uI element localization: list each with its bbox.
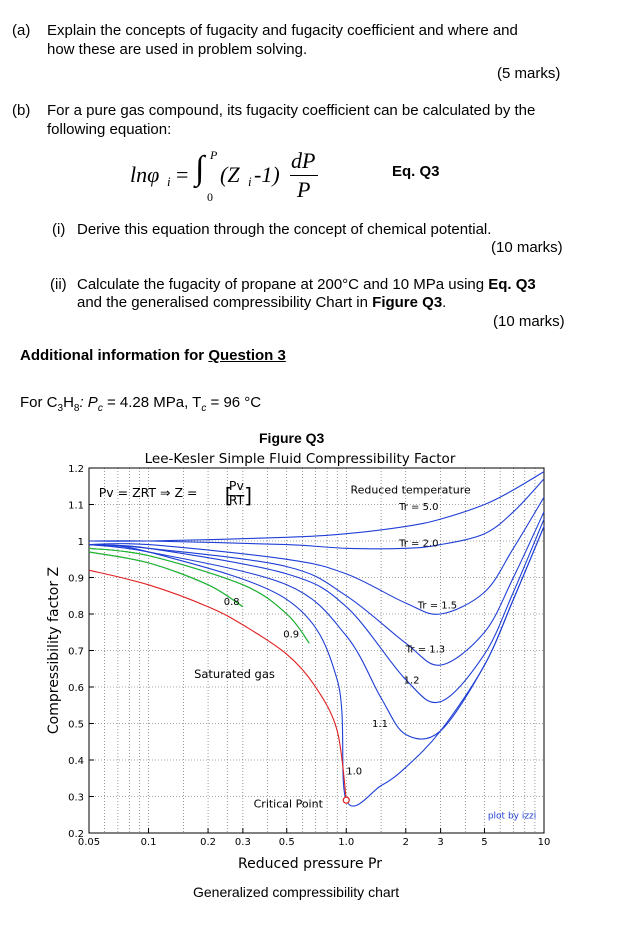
chart-title: Lee-Kesler Simple Fluid Compressibility Factor [144, 451, 456, 467]
y-tick-label: 0.2 [68, 829, 84, 840]
plot-frame [89, 468, 544, 833]
label-tr13: Tr = 1.3 [405, 644, 446, 656]
y-tick-label: 1.1 [68, 500, 84, 512]
series-line [89, 497, 544, 614]
chart-grid [89, 468, 544, 833]
sub-ii-line2-end: . [442, 294, 447, 311]
x-tick-label: 5 [481, 837, 488, 848]
y-tick-label: 1 [77, 537, 84, 548]
sub-ii-eq-ref: Eq. Q3 [488, 276, 536, 293]
additional-info-heading [20, 347, 286, 364]
x-tick-label: 10 [537, 837, 551, 848]
x-tick-label: 0.2 [200, 837, 217, 848]
eq-denominator: P [297, 177, 311, 202]
label-tr10: 1.0 [346, 766, 363, 778]
y-tick-label: 0.4 [68, 756, 84, 767]
eq-label: Eq. Q3 [392, 163, 440, 180]
sub-ii-line2-text: and the generalised compressibility Chart in [77, 294, 373, 311]
label-tr09: 0.9 [283, 629, 300, 641]
x-tick-label: 0.5 [278, 837, 295, 848]
x-axis-label: Reduced pressure Pr [238, 856, 382, 872]
formula-numerator: Pv [228, 477, 244, 493]
series-line [89, 512, 544, 665]
props-sub8: 8 [73, 403, 80, 414]
y-tick-label: 0.5 [68, 719, 84, 731]
label-tr15: Tr = 1.5 [417, 600, 458, 612]
y-tick-label: 0.6 [68, 683, 84, 694]
x-tick-label: 0.3 [234, 837, 251, 848]
x-tick-label: 3 [437, 837, 444, 848]
part-b-line2: following equation: [47, 121, 172, 138]
label-tr11: 1.1 [372, 719, 388, 731]
x-tick-label: 1.0 [338, 837, 355, 848]
eq-minus: -1) [254, 162, 280, 187]
sub-ii-line2 [77, 294, 446, 311]
question-3-link[interactable]: Question 3 [208, 347, 286, 364]
propane-properties [20, 394, 261, 417]
y-tick-label: 0.3 [68, 792, 84, 804]
props-pc: : P [79, 394, 98, 411]
formula-bracket-left: [ [224, 483, 233, 508]
sub-ii-line1 [77, 276, 536, 293]
critical-point-marker [343, 797, 349, 803]
x-tick-label: 2 [402, 837, 409, 848]
label-critical-point: Critical Point [253, 797, 323, 811]
series-line [89, 472, 544, 542]
props-pc-val: = 4.28 MPa, T [102, 394, 202, 411]
formula-text: Pv = ZRT ⇒ Z = [98, 485, 198, 501]
chart-annotations [99, 478, 537, 822]
part-a-marks: (5 marks) [497, 65, 561, 82]
eq-numerator: dP [291, 148, 316, 173]
label-tr08: 0.8 [223, 596, 240, 608]
label-saturated-gas: Saturated gas [194, 666, 275, 681]
part-b-label: (b) [12, 102, 31, 119]
eq-upper: P [210, 148, 218, 162]
sub-i-label: (i) [52, 221, 66, 238]
x-tick-label: 0.05 [77, 837, 101, 848]
figure-caption-top: Figure Q3 [259, 430, 325, 446]
sub-i-text: Derive this equation through the concept of chemical potential. [77, 221, 492, 238]
chart-credit: plot by izzi [487, 811, 537, 822]
y-tick-label: 0.7 [68, 646, 84, 658]
label-tr20: Tr = 2.0 [399, 538, 439, 550]
legend-title: Reduced temperature [350, 483, 471, 497]
sub-i-marks: (10 marks) [491, 239, 563, 256]
part-b-line1: For a pure gas compound, its fugacity coefficient can be calculated by the [47, 102, 536, 119]
eq-lower: 0 [207, 190, 213, 204]
y-tick-label: 1.2 [68, 464, 84, 475]
props-sub3: 3 [57, 403, 64, 414]
props-h: H [63, 394, 74, 411]
props-tc-val: = 96 °C [206, 394, 262, 411]
part-a-line1: Explain the concepts of fugacity and fugacity coefficient and where and [47, 22, 518, 39]
eq-lhs: lnφ [130, 162, 160, 187]
y-tick-label: 0.9 [68, 573, 84, 585]
y-tick-label: 0.8 [68, 610, 84, 621]
label-tr50: Tr = 5.0 [399, 501, 439, 513]
sub-ii-figure-ref: Figure Q3 [372, 294, 443, 311]
props-pc-sub: c [97, 403, 103, 414]
eq-sub-i: i [167, 174, 171, 189]
additional-info-text: Additional information for [20, 347, 209, 364]
sub-ii-marks: (10 marks) [493, 313, 565, 330]
axis-ticks [68, 464, 550, 848]
sub-ii-label: (ii) [50, 276, 67, 293]
fraction-bar [290, 175, 318, 176]
formula-denominator: RT [228, 492, 245, 508]
part-a-line2: how these are used in problem solving. [47, 41, 308, 58]
series-line [89, 570, 346, 800]
series-line [89, 548, 309, 643]
eq-equals: = [176, 162, 189, 187]
compressibility-chart [0, 440, 634, 920]
chart-series [89, 472, 544, 807]
integral-icon: ∫ [195, 150, 205, 187]
x-tick-label: 0.1 [140, 837, 157, 848]
eq-body: (Z [220, 162, 240, 187]
y-axis-label: Compressibility factor Z [46, 566, 62, 735]
fugacity-equation [130, 150, 350, 210]
part-a-label: (a) [12, 22, 31, 39]
props-pre: For C [20, 394, 58, 411]
sub-ii-line1-text: Calculate the fugacity of propane at 200°C and 10 MPa using [77, 276, 489, 293]
formula-bracket-right: ] [244, 483, 253, 508]
eq-body-sub: i [248, 174, 252, 189]
figure-caption-bottom: Generalized compressibility chart [193, 884, 400, 900]
label-tr12: 1.2 [403, 675, 420, 687]
props-tc-sub: c [201, 403, 207, 414]
subcritical-line [89, 548, 309, 643]
